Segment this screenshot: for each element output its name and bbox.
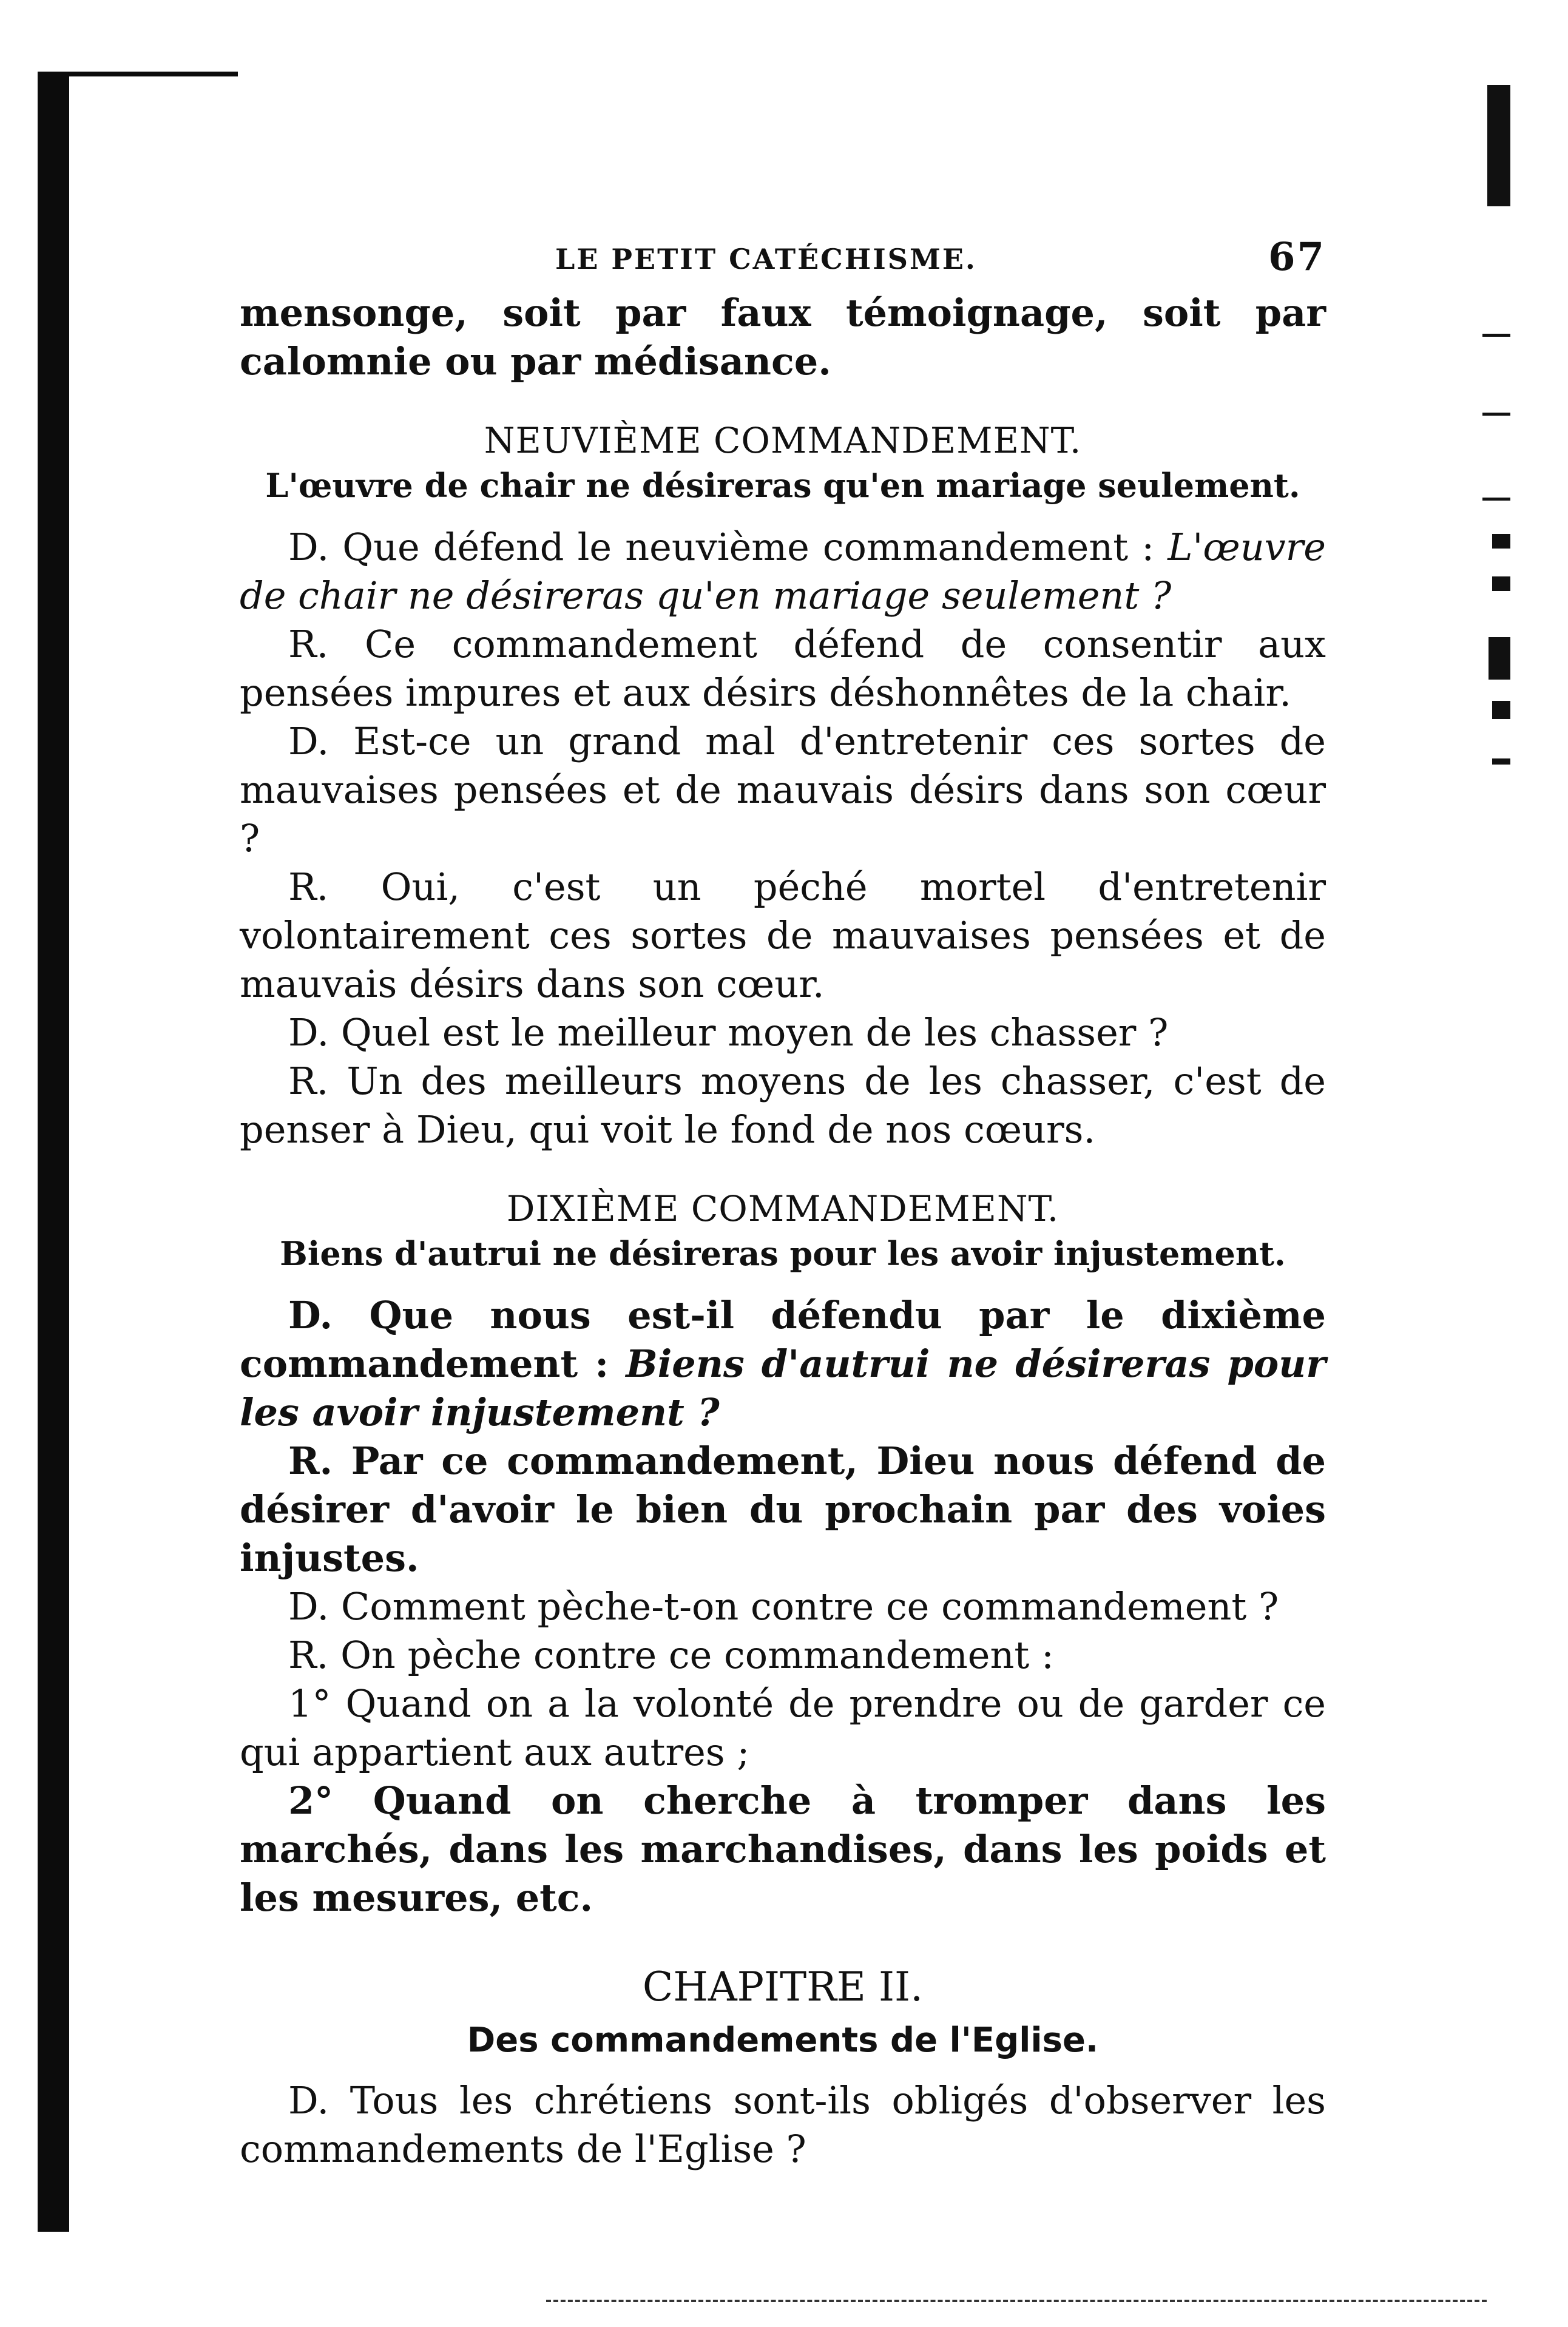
question-paragraph: D. Est-ce un grand mal d'entretenir ces sortes de mauvaises pensées et de mauvais désirs dans son cœur ? (240, 719, 1326, 860)
question-paragraph: D. Tous les chrétiens sont-ils obligés d'observer les commandements de l'Eglise ? (240, 2078, 1326, 2171)
chapter-subtitle: Des commandements de l'Eglise. (467, 2021, 1099, 2060)
question-paragraph (240, 1291, 1326, 1437)
scan-edge-left (38, 72, 69, 2232)
section-title-tenth: DIXIÈME COMMANDEMENT. (506, 1188, 1059, 1229)
answer-paragraph: R. Par ce commandement, Dieu nous défend de désirer d'avoir le bien du prochain par des voies injustes. (240, 1439, 1326, 1580)
question-paragraph (240, 523, 1326, 620)
running-head (240, 231, 1326, 289)
question-lead: D. Que défend le neuvième commandement : (288, 525, 1168, 569)
section-epigraph-ninth: L'œuvre de chair ne désireras qu'en mariage seulement. (265, 466, 1300, 505)
question-italic: L'œuvre de chair ne désireras qu'en mariage seulement ? (240, 525, 1326, 618)
answer-paragraph: R. Un des meilleurs moyens de les chasser, c'est de penser à Dieu, qui voit le fond de nos cœurs. (240, 1059, 1326, 1152)
answer-paragraph: R. Ce commandement défend de consentir aux pensées impures et aux désirs déshonnêtes de la chair. (240, 622, 1326, 715)
running-title: LE PETIT CATÉCHISME. (555, 243, 977, 275)
scan-margin-marks (1468, 73, 1510, 983)
answer-paragraph: R. Oui, c'est un péché mortel d'entretenir volontairement ces sortes de mauvaises pensées et de mauvais désirs dans son cœur. (240, 865, 1326, 1006)
page-number: 67 (1268, 234, 1326, 280)
continuation-paragraph: mensonge, soit par faux témoignage, soit par calomnie ou par médisance. (240, 291, 1326, 383)
section-epigraph-tenth: Biens d'autrui ne désireras pour les avoir injustement. (280, 1234, 1286, 1273)
question-lead: D. Que nous est-il défendu par le dixième commandement : (240, 1293, 1326, 1386)
scan-edge-bottom (546, 2300, 1487, 2305)
book-page (240, 231, 1326, 2173)
question-paragraph: D. Quel est le meilleur moyen de les chasser ? (288, 1010, 1169, 1055)
list-item: 2° Quand on cherche à tromper dans les marchés, dans les marchandises, dans les poids et les mesures, etc. (240, 1778, 1326, 1920)
question-italic: Biens d'autrui ne désireras pour les avoir injustement ? (240, 1342, 1326, 1434)
list-item: 1° Quand on a la volonté de prendre ou de garder ce qui appartient aux autres ; (240, 1681, 1326, 1774)
chapter-title: CHAPITRE II. (642, 1964, 924, 2010)
section-title-ninth: NEUVIÈME COMMANDEMENT. (484, 420, 1082, 461)
question-paragraph: D. Comment pèche-t-on contre ce commandement ? (288, 1584, 1279, 1629)
answer-paragraph: R. On pèche contre ce commandement : (288, 1633, 1054, 1677)
